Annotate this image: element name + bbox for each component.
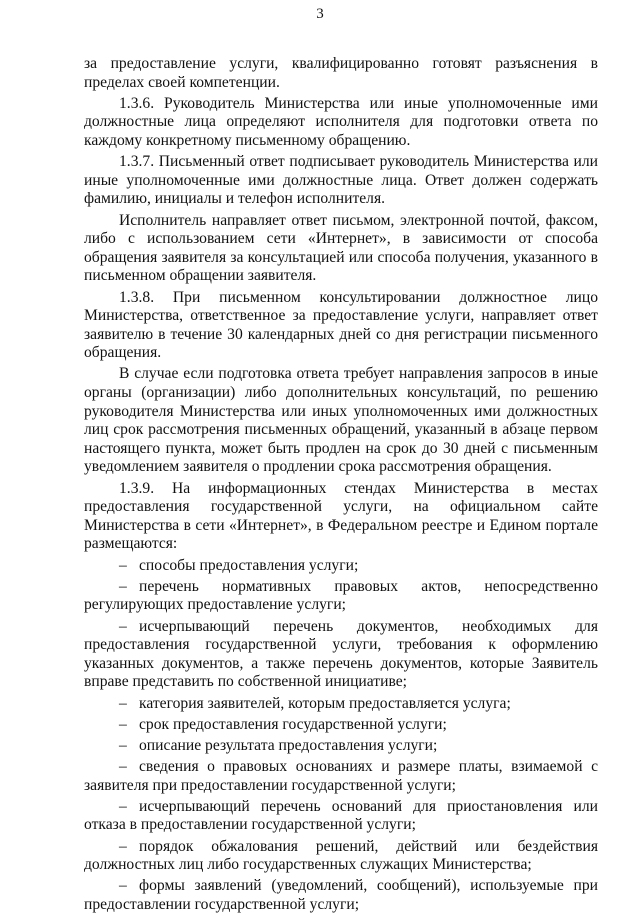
page-number: 3 xyxy=(316,6,324,22)
paragraph-continuation: за предоставление услуги, квалифицированно готовят разъяснения в пределах своей компетенции. xyxy=(84,55,598,91)
list-item xyxy=(84,716,598,735)
list-item xyxy=(84,737,598,756)
list-item xyxy=(84,695,598,714)
list-dash: – xyxy=(119,736,127,754)
list-item xyxy=(84,877,598,914)
list-item-text: категория заявителей, которым предоставляется услуга; xyxy=(139,694,511,712)
paragraph-1-3-6: 1.3.6. Руководитель Министерства или иные уполномоченные ими должностные лица определяют исполнителя для подготовки ответа по каждому конкретному письменному обращению. xyxy=(84,94,598,149)
paragraph-extension: В случае если подготовка ответа требует направления запросов в иные органы (организации) либо дополнительных консультаций, по решению руководителя Министерства или иных уполномоченных ими должностных лиц срок рассмотрения письменных обращений, указанный в абзаце первом настоящего пункта, может быть продлен на срок до 30 дней с письменным уведомлением заявителя о продлении срока рассмотрения обращения. xyxy=(84,365,598,476)
paragraph-1-3-8: 1.3.8. При письменном консультировании должностное лицо Министерства, ответственное за предоставление услуги, направляет ответ заявителю в течение 30 календарных дней со дня регистрации письменного обращения. xyxy=(84,288,598,362)
list-dash: – xyxy=(119,797,127,815)
list-dash: – xyxy=(119,758,127,776)
list-dash: – xyxy=(119,837,127,855)
list-item xyxy=(84,838,598,875)
list-dash: – xyxy=(119,877,127,895)
list-item xyxy=(84,618,598,692)
list-item-text: исчерпывающий перечень документов, необходимых для предоставления государственной услуги, требования к оформлению указанных документов, а также перечень документов, которые Заявитель вправе представить по собственной инициативе; xyxy=(84,617,598,691)
list-item-text: описание результата предоставления услуги; xyxy=(139,736,438,754)
list-item-text: срок предоставления государственной услуги; xyxy=(139,715,447,733)
paragraph-executor-response: Исполнитель направляет ответ письмом, электронной почтой, факсом, либо с использованием сети «Интернет», в зависимости от способа обращения заявителя за консультацией или способа получения, указанного в письменном обращении заявителя. xyxy=(84,211,598,285)
list-item-text: перечень нормативных правовых актов, непосредственно регулирующих предоставление услуги; xyxy=(84,577,598,614)
list-item-text: сведения о правовых основаниях и размере платы, взимаемой с заявителя при предоставлении государственной услуги; xyxy=(84,758,598,794)
list-dash: – xyxy=(119,577,127,595)
list-dash: – xyxy=(119,694,127,712)
list-dash: – xyxy=(119,715,127,733)
list-item-text: порядок обжалования решений, действий или бездействия должностных лиц либо государственных служащих Министерства; xyxy=(84,837,598,874)
list-item xyxy=(84,557,598,576)
list-dash: – xyxy=(119,556,127,574)
paragraph-1-3-9: 1.3.9. На информационных стендах Министерства в местах предоставления государственной услуги, на официальном сайте Министерства в сети «Интернет», в Федеральном реестре и Едином портале размещаются: xyxy=(84,479,598,553)
list-item xyxy=(84,578,598,615)
list-item xyxy=(84,758,598,795)
list-item-text: формы заявлений (уведомлений, сообщений), используемые при предоставлении государственной услуги; xyxy=(84,877,598,914)
document-body xyxy=(84,55,598,917)
list-item-text: исчерпывающий перечень оснований для приостановления или отказа в предоставлении государственной услуги; xyxy=(84,797,598,834)
list-dash: – xyxy=(119,617,127,635)
paragraph-1-3-7: 1.3.7. Письменный ответ подписывает руководитель Министерства или иные уполномоченные ими должностные лица. Ответ должен содержать фамилию, инициалы и телефон исполнителя. xyxy=(84,153,598,208)
list-item xyxy=(84,798,598,835)
list-item-text: способы предоставления услуги; xyxy=(139,556,359,574)
